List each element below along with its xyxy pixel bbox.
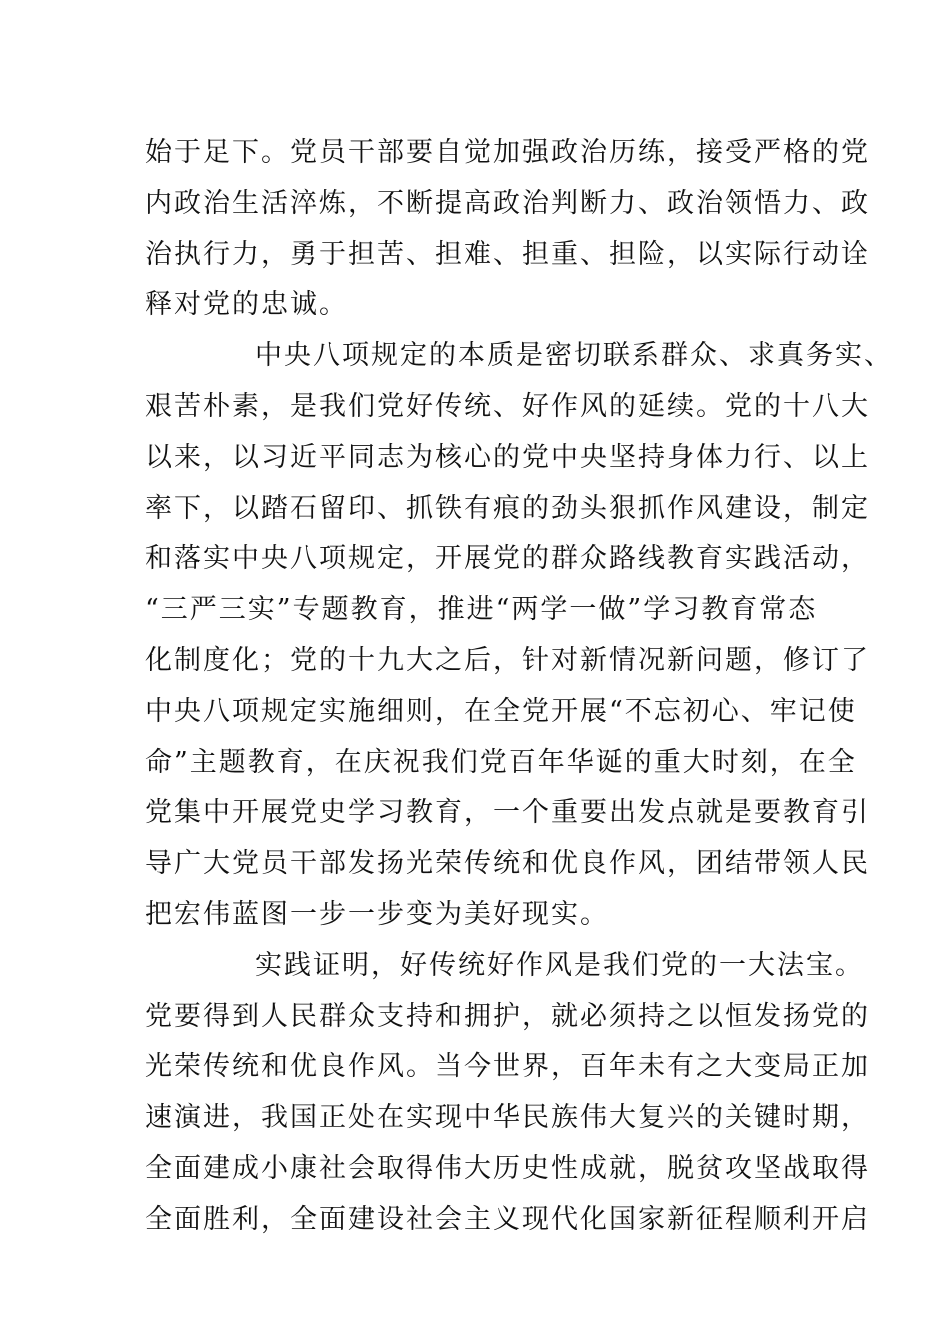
paragraph-3-line-6: 全面胜利，全面建设社会主义现代化国家新征程顺利开启 [145,1203,870,1235]
paragraph-2-line-6: “三严三实”专题教育，推进“两学一做”学习教育常态 [145,594,818,626]
paragraph-1-line-3: 治执行力，勇于担苦、担难、担重、担险，以实际行动诠 [145,238,870,270]
paragraph-3-line-4: 速演进，我国正处在实现中华民族伟大复兴的关键时期， [145,1102,870,1134]
paragraph-2-line-11: 导广大党员干部发扬光荣传统和优良作风，团结带领人民 [145,848,870,880]
paragraph-2-line-12: 把宏伟蓝图一步一步变为美好现实。 [145,898,609,930]
document-body [145,128,893,1246]
paragraph-2-line-2: 艰苦朴素，是我们党好传统、好作风的延续。党的十八大 [145,390,870,422]
paragraph-1-line-1: 始于足下。党员干部要自觉加强政治历练，接受严格的党 [145,137,870,168]
paragraph-2-line-4: 率下，以踏石留印、抓铁有痕的劲头狠抓作风建设，制定 [145,492,870,524]
paragraph-2-line-5: 和落实中央八项规定，开展党的群众路线教育实践活动， [145,543,870,575]
paragraph-3-line-2: 党要得到人民群众支持和拥护，就必须持之以恒发扬党的 [145,1000,870,1032]
paragraph-1-line-4: 释对党的忠诚。 [145,289,348,321]
paragraph-2-line-10: 党集中开展党史学习教育，一个重要出发点就是要教育引 [145,797,870,829]
paragraph-2-line-1: 中央八项规定的本质是密切联系群众、求真务实、 [255,340,893,372]
paragraph-2-line-3: 以来，以习近平同志为核心的党中央坚持身体力行、以上 [145,441,870,473]
paragraph-1-line-2: 内政治生活淬炼，不断提高政治判断力、政治领悟力、政 [145,187,870,219]
paragraph-2-line-9: 命”主题教育，在庆祝我们党百年华诞的重大时刻，在全 [145,746,857,778]
paragraph-2-line-8: 中央八项规定实施细则，在全党开展“不忘初心、牢记使 [145,695,857,727]
paragraph-3-line-5: 全面建成小康社会取得伟大历史性成就，脱贫攻坚战取得 [145,1152,870,1184]
paragraph-2-line-7: 化制度化；党的十九大之后，针对新情况新问题，修订了 [145,644,870,676]
paragraph-3-line-3: 光荣传统和优良作风。当今世界，百年未有之大变局正加 [145,1051,870,1083]
paragraph-3-line-1: 实践证明，好传统好作风是我们党的一大法宝。 [255,949,864,981]
